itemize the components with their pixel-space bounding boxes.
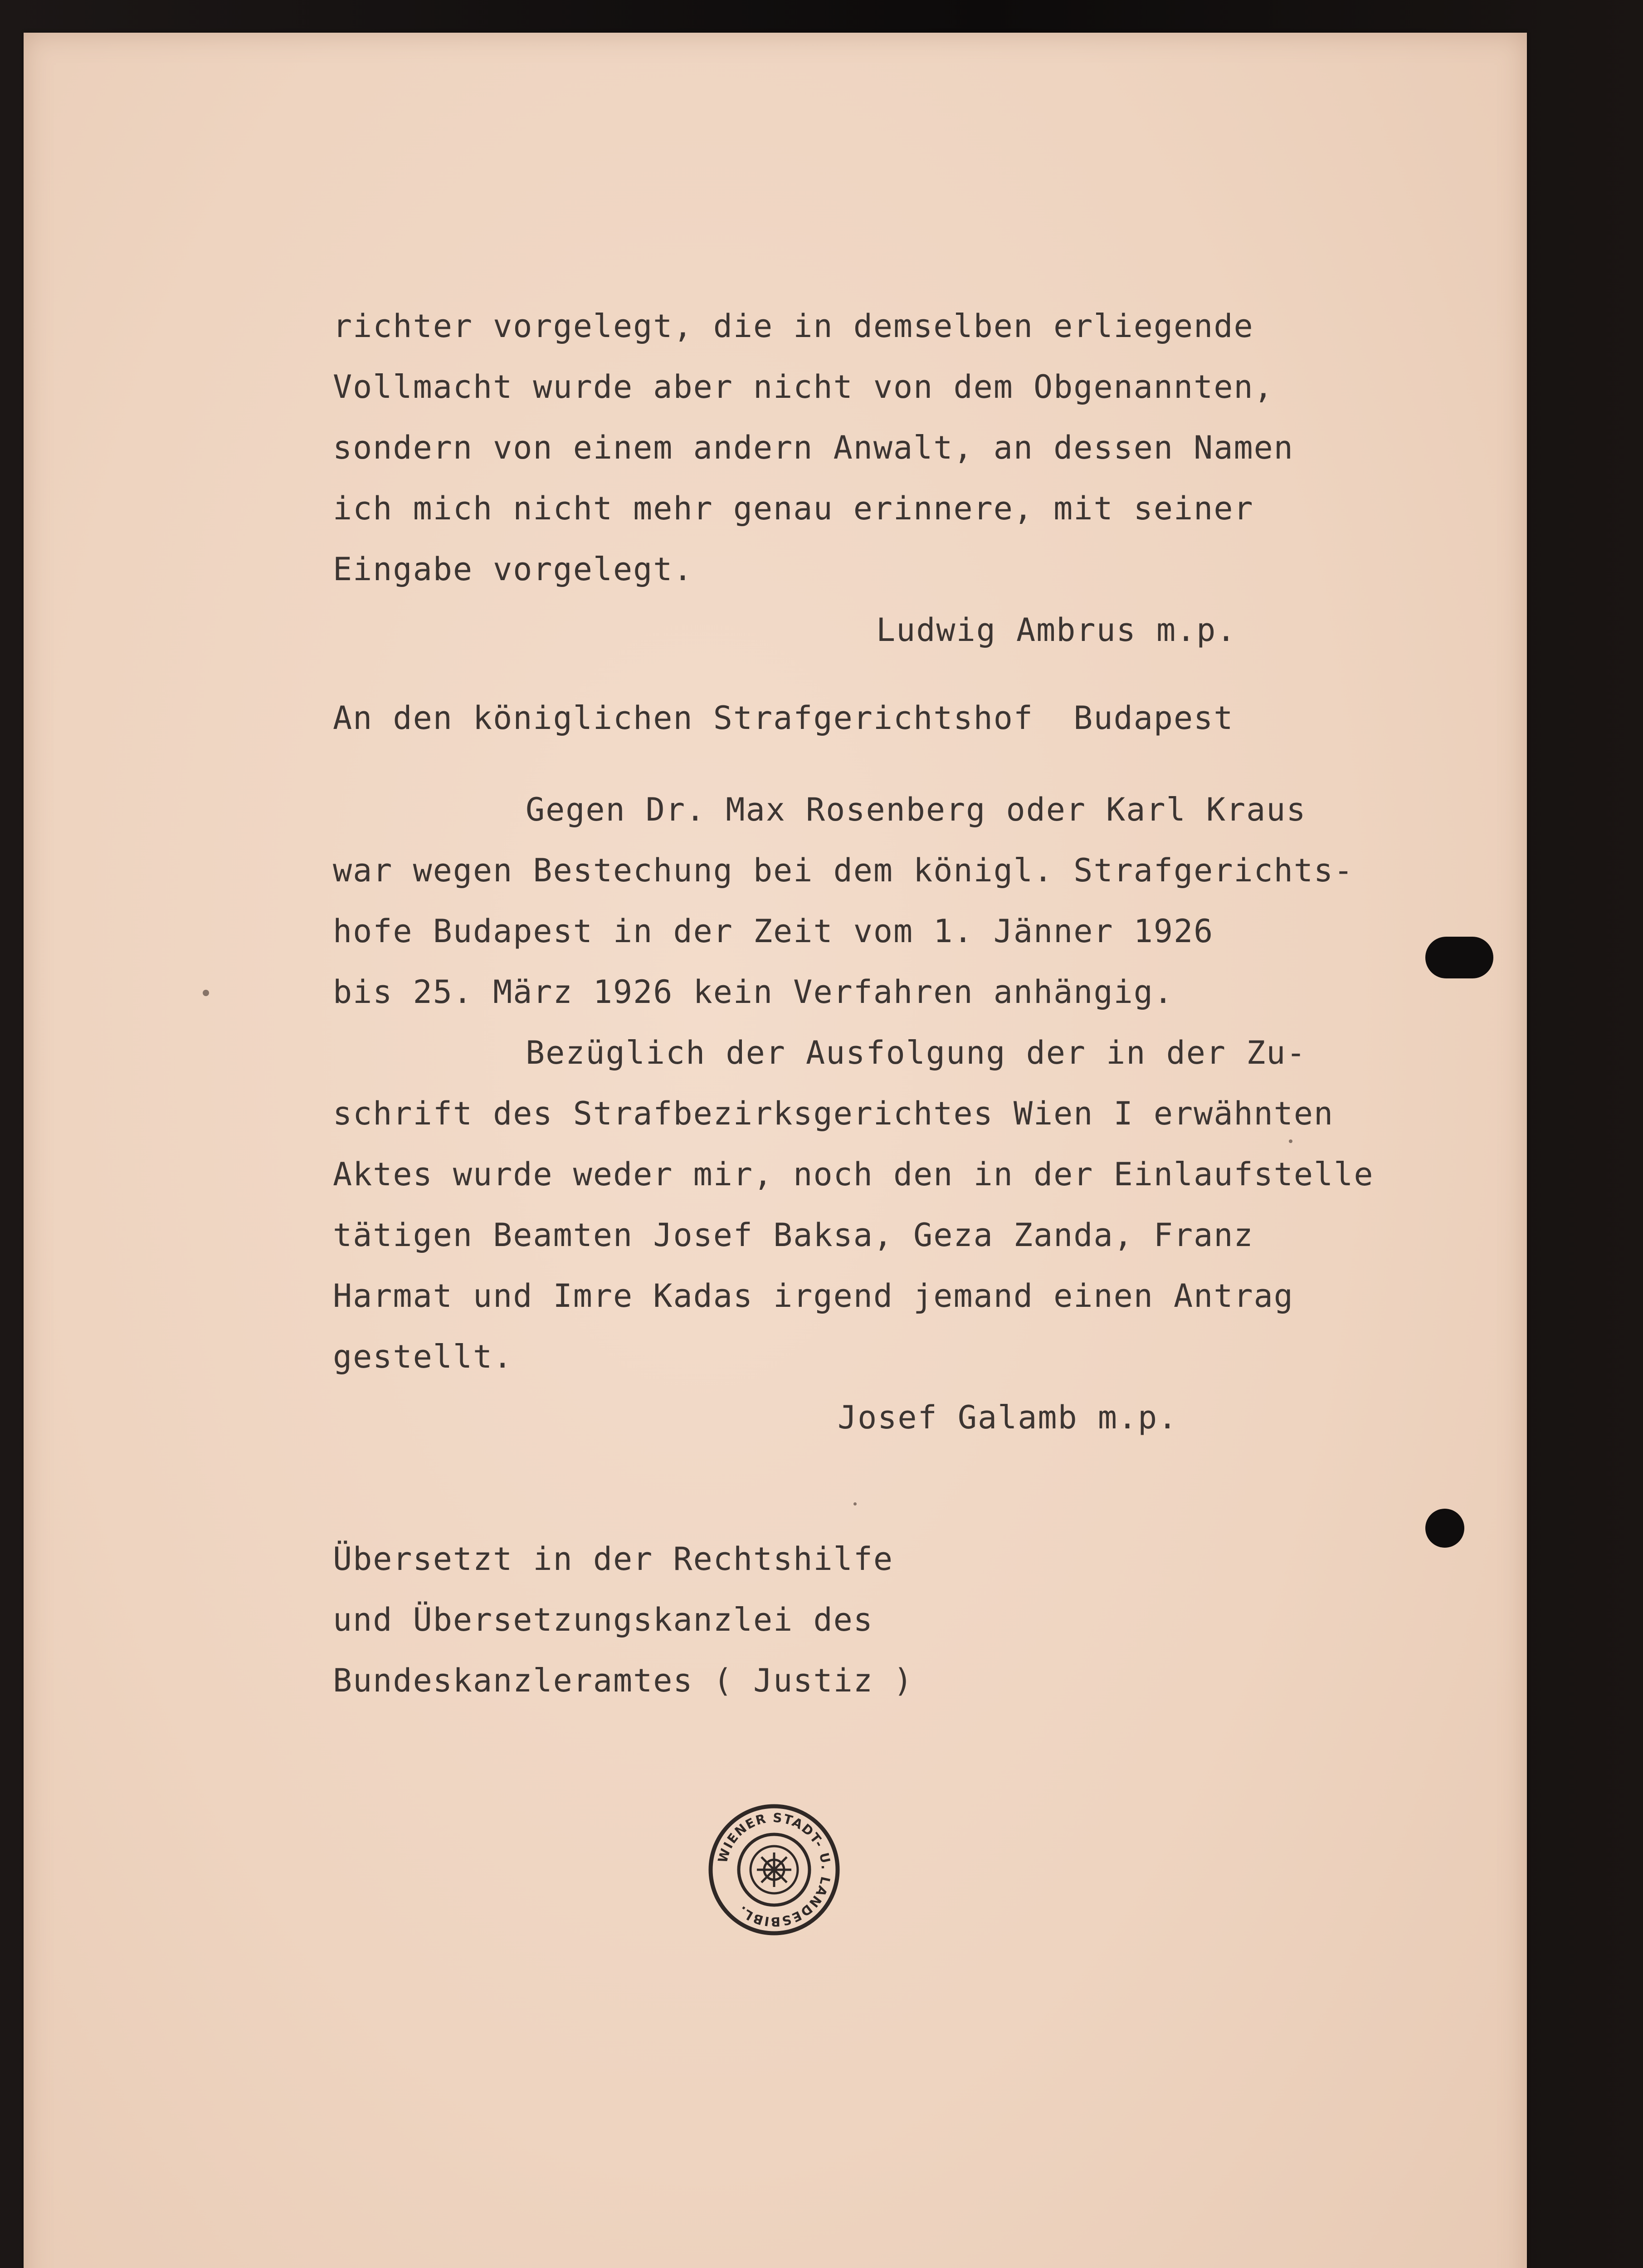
text-line: Aktes wurde weder mir, noch den in der Einlaufstelle — [333, 1156, 1374, 1193]
text-line: gestellt. — [333, 1338, 513, 1375]
punch-hole — [1425, 1509, 1464, 1548]
punch-hole — [1425, 937, 1493, 978]
text-line: schrift des Strafbezirksgerichtes Wien I erwähnten — [333, 1095, 1334, 1132]
text-line: war wegen Bestechung bei dem königl. Strafgerichts- — [333, 852, 1354, 889]
address-line: An den königlichen Strafgerichtshof Budapest — [333, 699, 1234, 737]
signature-ludwig-ambrus: Ludwig Ambrus m.p. — [876, 611, 1237, 649]
translation-note-line: und Übersetzungskanzlei des — [333, 1601, 873, 1638]
library-stamp — [706, 1802, 842, 1938]
text-line: Gegen Dr. Max Rosenberg oder Karl Kraus — [526, 791, 1307, 828]
translation-note-line: Bundeskanzleramtes ( Justiz ) — [333, 1662, 914, 1699]
signature-josef-galamb: Josef Galamb m.p. — [838, 1399, 1178, 1436]
document-text — [24, 33, 1374, 1699]
scan-speck — [203, 990, 209, 996]
text-line: ich mich nicht mehr genau erinnere, mit seiner — [333, 490, 1254, 527]
text-line: tätigen Beamten Josef Baksa, Geza Zanda, Franz — [333, 1217, 1254, 1254]
text-line: richter vorgelegt, die in demselben erliegende — [333, 308, 1254, 345]
text-line: bis 25. März 1926 kein Verfahren anhängig. — [333, 973, 1174, 1011]
scan-speck — [853, 1502, 857, 1505]
text-line: Vollmacht wurde aber nicht von dem Obgenannten, — [333, 368, 1274, 406]
translation-note-line: Übersetzt in der Rechtshilfe — [333, 1540, 894, 1578]
text-line: Harmat und Imre Kadas irgend jemand einen Antrag — [333, 1277, 1294, 1315]
text-line: Eingabe vorgelegt. — [333, 551, 693, 588]
document-page — [24, 33, 1527, 2268]
text-line: sondern von einem andern Anwalt, an dessen Namen — [333, 429, 1294, 466]
svg-text:WIENER STADT- U. LANDESBIBL.: WIENER STADT- U. LANDESBIBL. — [715, 1810, 834, 1930]
text-line: Bezüglich der Ausfolgung der in der Zu- — [526, 1034, 1307, 1071]
scan-speck — [1289, 1139, 1292, 1143]
text-line: hofe Budapest in der Zeit vom 1. Jänner 1926 — [333, 913, 1214, 950]
